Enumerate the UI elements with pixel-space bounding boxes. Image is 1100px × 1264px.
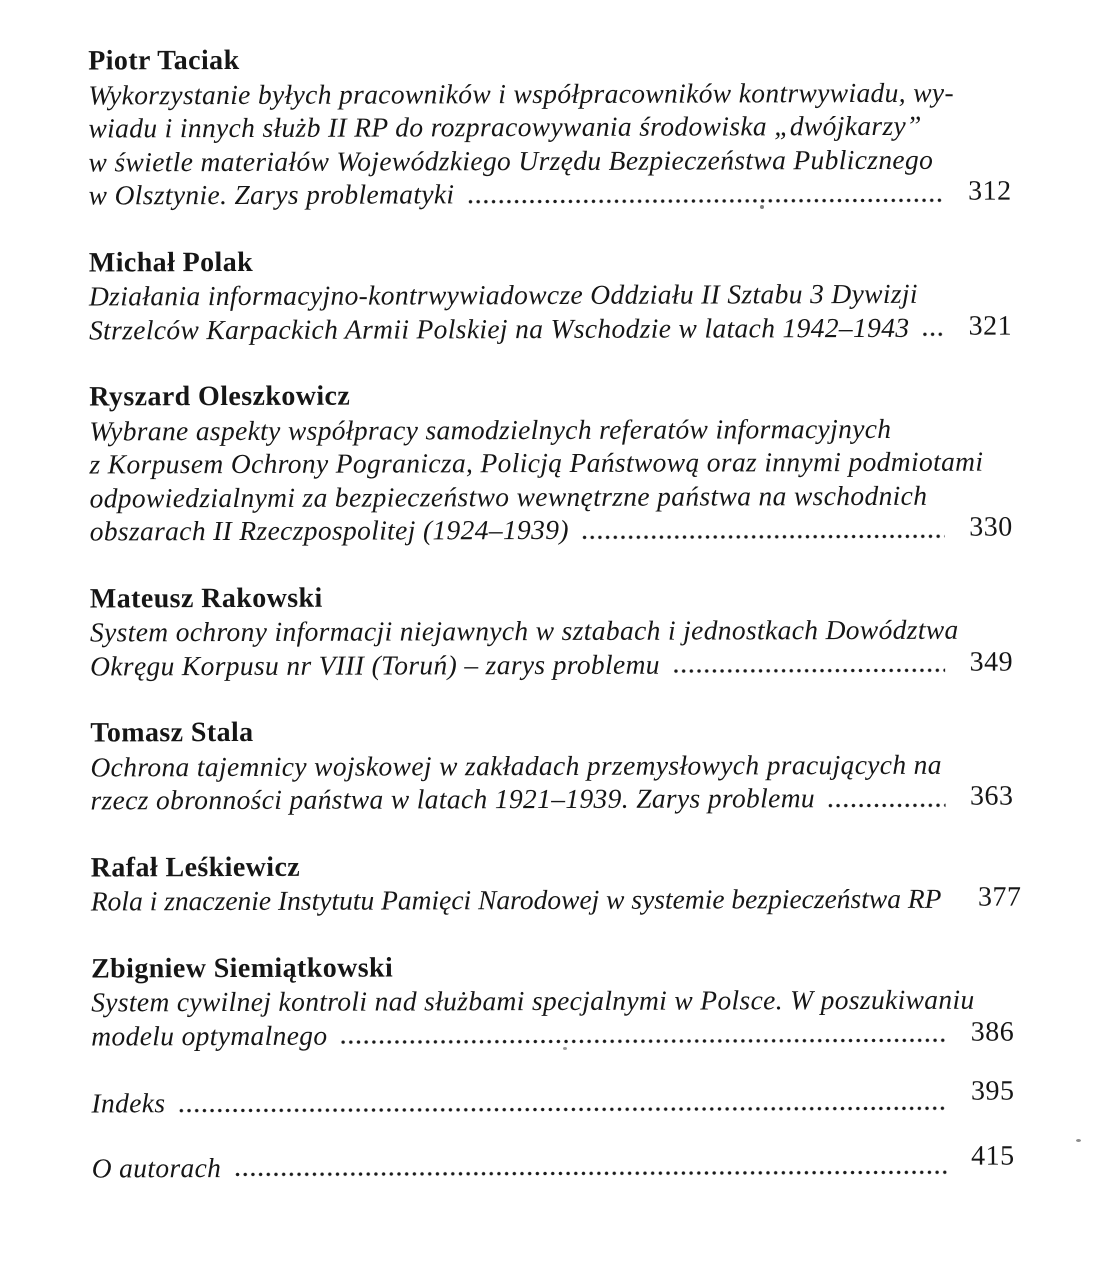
page-number: 321 [960, 309, 1012, 343]
author-name: Michał Polak [89, 243, 1012, 279]
title-line: System cywilnej kontroli nad służbami specjalnymi w Polsce. W poszukiwaniu [91, 983, 1014, 1019]
title-line: Okręgu Korpusu nr VIII (Toruń) – zarys problemu [90, 647, 660, 682]
page-number: 377 [969, 881, 1021, 915]
title-line: Działania informacyjno-kontrwywiadowcze Oddziału II Sztabu 3 Dywizji [89, 277, 1012, 313]
back-matter-label: O autorach [92, 1151, 222, 1185]
page-number: 415 [963, 1139, 1015, 1173]
author-name: Rafał Leśkiewicz [91, 848, 1014, 884]
page-number: 395 [962, 1075, 1014, 1109]
toc-entry [88, 42, 1012, 213]
toc-entry [91, 848, 1014, 919]
title-line: rzecz obronności państwa w latach 1921–1939. Zarys problemu [90, 781, 815, 817]
scan-speck [1076, 1139, 1081, 1142]
title-line-with-page [89, 176, 1012, 213]
title-line: modelu optymalnego [91, 1018, 327, 1052]
dot-leader [672, 667, 945, 675]
dot-leader [177, 1104, 946, 1113]
page-number: 349 [961, 645, 1013, 679]
title-line-with-page [90, 781, 1013, 818]
back-matter-label: Indeks [91, 1086, 165, 1120]
toc-entry [90, 579, 1013, 683]
author-name: Tomasz Stala [90, 714, 1013, 750]
title-line-with-page [90, 646, 1013, 683]
toc-entries [88, 42, 1015, 1186]
title-line: Rola i znaczenie Instytutu Pamięci Narodowej w systemie bezpieczeństwa RP [91, 882, 942, 918]
author-name: Mateusz Rakowski [90, 579, 1013, 615]
back-matter-row [91, 1084, 1014, 1121]
page-number: 386 [962, 1015, 1014, 1049]
page-number: 330 [961, 511, 1013, 545]
author-name: Zbigniew Siemiątkowski [91, 949, 1014, 985]
title-line: odpowiedzialnymi za bezpieczeństwo wewnętrzne państwa na wschodnich [90, 478, 1013, 514]
dot-leader [921, 331, 944, 338]
page-number: 363 [961, 780, 1013, 814]
title-line: System ochrony informacji niejawnych w sztabach i jednostkach Dowództwa [90, 613, 1013, 649]
title-line: w Olsztynie. Zarys problematyki [89, 177, 455, 212]
title-line-with-page [91, 1016, 1014, 1053]
title-line: wiadu i innych służb II RP do rozpracowywania środowiska „dwójkarzy” [88, 109, 1011, 145]
toc-entry [89, 243, 1012, 347]
toc-entry [91, 949, 1014, 1053]
title-line-with-page [91, 882, 1014, 919]
title-line: Wykorzystanie byłych pracowników i współpracowników kontrwywiadu, wy- [88, 75, 1011, 111]
toc-entry [89, 378, 1013, 549]
dot-leader [581, 532, 945, 540]
title-line-with-page [90, 512, 1013, 549]
dot-leader [466, 196, 943, 204]
title-line: z Korpusem Ochrony Pogranicza, Policją Państwową oraz innymi podmiotami [89, 445, 1012, 481]
title-line: w świetle materiałów Wojewódzkiego Urzędu Bezpieczeństwa Publicznego [88, 142, 1011, 178]
author-name: Piotr Taciak [88, 42, 1011, 78]
scan-speck [760, 205, 764, 209]
dot-leader [827, 801, 946, 808]
title-line-with-page [89, 310, 1012, 347]
dot-leader [233, 1169, 946, 1178]
title-line: Strzelców Karpackich Armii Polskiej na Wschodzie w latach 1942–1943 [89, 310, 909, 346]
author-name: Ryszard Oleszkowicz [89, 378, 1012, 414]
dot-leader [339, 1037, 946, 1046]
toc-entry [90, 714, 1013, 818]
page-number: 312 [960, 175, 1012, 209]
title-line: Ochrona tajemnicy wojskowej w zakładach przemysłowych pracujących na [90, 747, 1013, 783]
scan-speck [563, 1047, 567, 1050]
title-line: obszarach II Rzeczpospolitej (1924–1939) [90, 513, 569, 548]
back-matter-row [92, 1148, 1015, 1185]
title-line: Wybrane aspekty współpracy samodzielnych referatów informacyjnych [89, 411, 1012, 447]
